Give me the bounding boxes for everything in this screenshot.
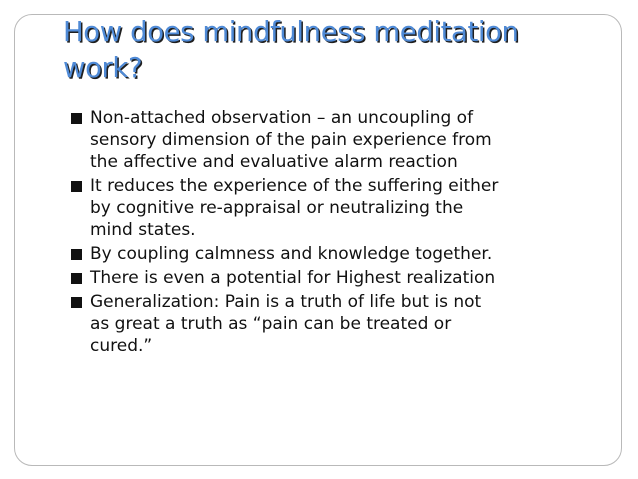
title-line: How does mindfulness meditation bbox=[63, 16, 519, 48]
bullet-text-line: by cognitive re-appraisal or neutralizing the bbox=[90, 198, 464, 218]
square-bullet-icon bbox=[71, 249, 82, 260]
bullet-list bbox=[70, 107, 610, 359]
bullet-item bbox=[70, 243, 610, 265]
bullet-text-line: Non-attached observation – an uncoupling of bbox=[90, 108, 474, 128]
bullet-text-line: Generalization: Pain is a truth of life but is not bbox=[90, 292, 482, 312]
bullet-text-line: sensory dimension of the pain experience from bbox=[90, 130, 492, 150]
square-bullet-icon bbox=[71, 273, 82, 284]
title-line: work? bbox=[63, 52, 143, 84]
bullet-text-line: mind states. bbox=[90, 220, 196, 240]
bullet-text-line: By coupling calmness and knowledge together. bbox=[90, 244, 493, 264]
slide-title bbox=[63, 14, 583, 86]
bullet-text-line: There is even a potential for Highest realization bbox=[90, 268, 496, 288]
bullet-item bbox=[70, 291, 610, 357]
bullet-text-line: cured.” bbox=[90, 336, 153, 356]
square-bullet-icon bbox=[71, 113, 82, 124]
bullet-text-line: the affective and evaluative alarm reaction bbox=[90, 152, 458, 172]
square-bullet-icon bbox=[71, 297, 82, 308]
bullet-text-line: It reduces the experience of the suffering either bbox=[90, 176, 499, 196]
bullet-item bbox=[70, 267, 610, 289]
bullet-item bbox=[70, 107, 610, 173]
bullet-item bbox=[70, 175, 610, 241]
square-bullet-icon bbox=[71, 181, 82, 192]
bullet-text-line: as great a truth as “pain can be treated or bbox=[90, 314, 452, 334]
